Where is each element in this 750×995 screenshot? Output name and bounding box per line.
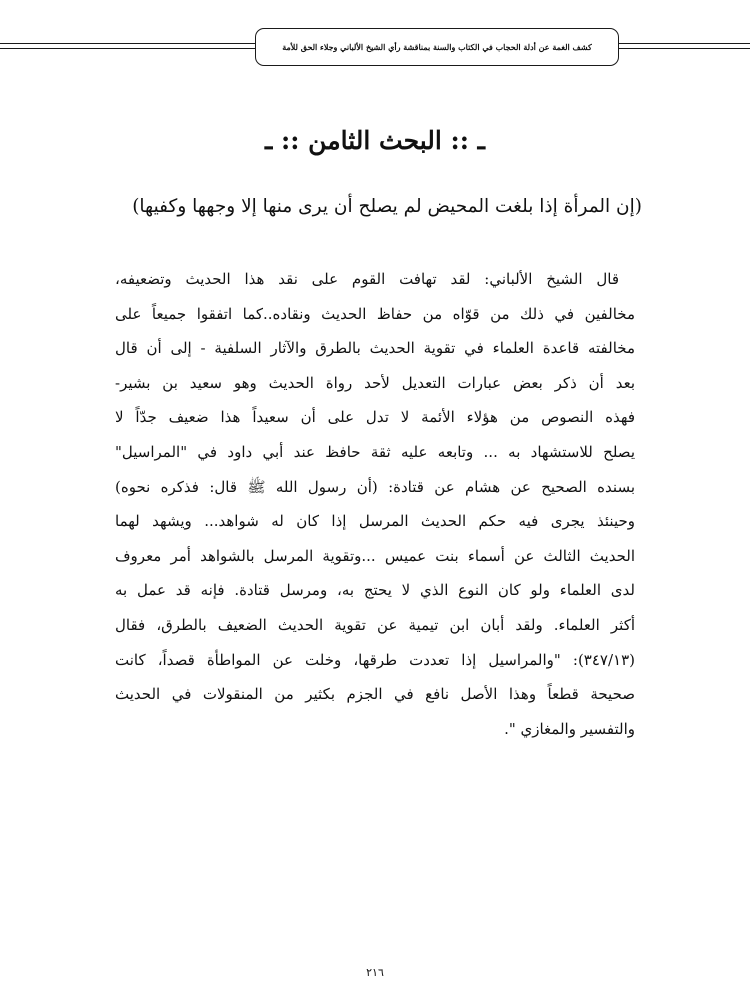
body-line: قال الشيخ الألباني: لقد تهافت القوم على نقد هذا الحديث وتضعيفه، bbox=[115, 270, 619, 288]
body-line: فهذه النصوص من هؤلاء الأئمة لا تدل على أن سعيداً هذا ضعيف جدّاً لا bbox=[115, 408, 635, 427]
body-line: بسنده الصحيح عن هشام عن قتادة: (أن رسول الله ﷺ قال: فذكره نحوه) bbox=[115, 477, 635, 496]
body-line: مخالفين في ذلك من قوّاه من حفاظ الحديث ونقاده..كما اتفقوا جميعاً على bbox=[115, 304, 635, 323]
running-title: كشف الغمة عن أدلة الحجاب في الكتاب والسنة بمناقشة رأي الشيخ الألباني وجلاء الحق للأمة bbox=[282, 42, 592, 52]
body-line: لدى العلماء ولو كان النوع الذي لا يحتج به، ومرسل قتادة. فإنه قد عمل به bbox=[115, 581, 635, 600]
running-header bbox=[0, 26, 750, 70]
body-line: صحيحة قطعاً وهذا الأصل نافع في الجزم بكثير من المنقولات في الحديث bbox=[115, 685, 635, 704]
section-title: ـ :: البحث الثامن :: ـ bbox=[264, 126, 486, 155]
body-line: مخالفته قاعدة العلماء في تقوية الحديث بالطرق والآثار السلفية - إلى أن قال bbox=[115, 339, 635, 358]
body-line: والتفسير والمغازي ". bbox=[504, 719, 635, 738]
body-text bbox=[115, 262, 635, 746]
header-title-frame bbox=[255, 28, 619, 66]
page-number: ٢١٦ bbox=[366, 966, 384, 979]
body-line: بعد أن ذكر بعض عبارات التعديل لأحد رواة الحديث وهو سعيد بن بشير- bbox=[115, 373, 635, 392]
section-subtitle: (إن المرأة إذا بلغت المحيض لم يصلح أن يرى منها إلا وجهها وكفيها) bbox=[132, 196, 642, 217]
body-line: يصلح للاستشهاد به ... وتابعه عليه ثقة حافظ عند أبي داود في "المراسيل" bbox=[115, 442, 635, 461]
body-line: (٣٤٧/١٣): "والمراسيل إذا تعددت طرقها، وخلت عن المواطأة قصداً، كانت bbox=[115, 650, 635, 669]
body-line: الحديث الثالث عن أسماء بنت عميس ...وتقوية المرسل بالشواهد أمر معروف bbox=[115, 546, 635, 565]
body-line: أكثر العلماء. ولقد أبان ابن تيمية عن تقوية الحديث الضعيف بالطرق، فقال bbox=[115, 615, 635, 634]
body-line: وحينئذ يجرى فيه حكم الحديث المرسل إذا كان له شواهد... ويشهد لهما bbox=[115, 512, 635, 531]
